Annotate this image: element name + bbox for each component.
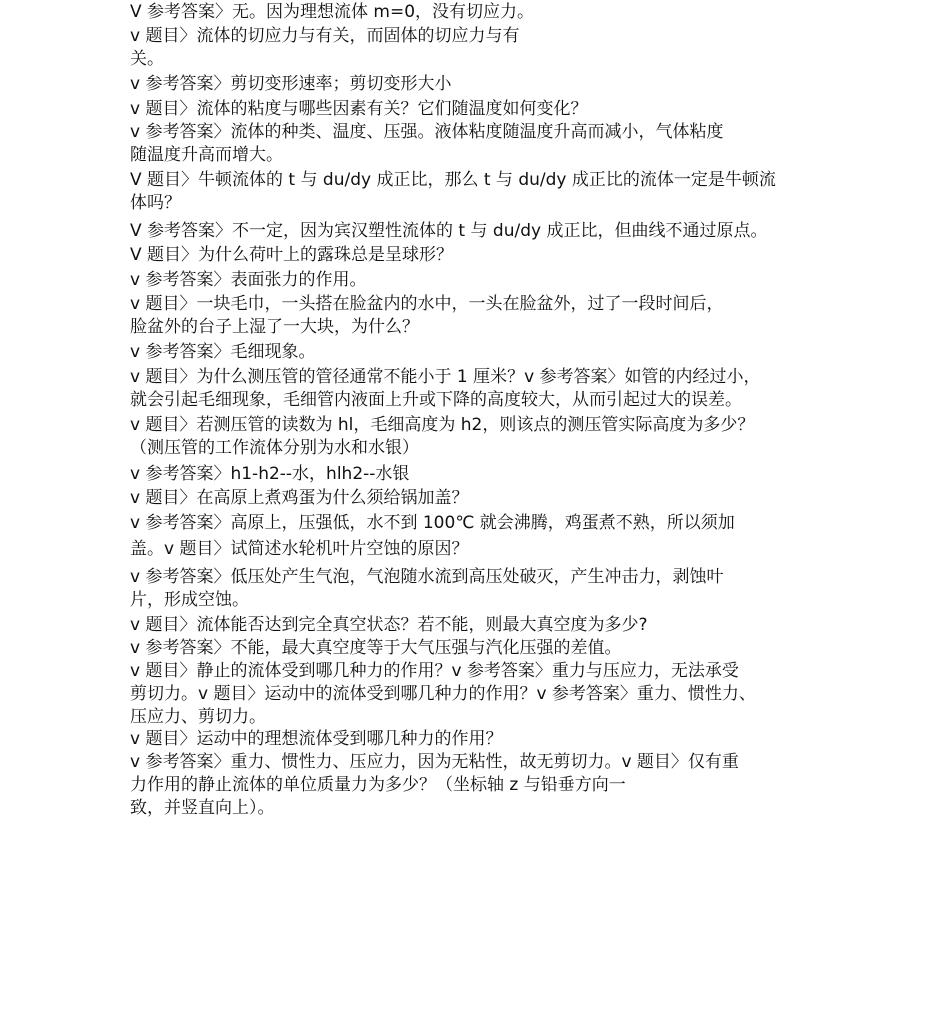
answer-line: v 参考答案〉重力、惯性力、压应力，因为无粘性，故无剪切力。v 题目〉仅有重 力作用的静止流体的单位质量力为多少？（坐标轴 z 与铅垂方向一 致，并竖直向上）。 xyxy=(130,752,739,818)
answer-line: v 参考答案〉流体的种类、温度、压强。液体粘度随温度升高而减小，气体粘度 随温度升高而增大。 xyxy=(130,122,724,165)
answer-line: v 参考答案〉不能，最大真空度等于大气压强与汽化压强的差值。 xyxy=(130,638,622,658)
question-line: v 题目〉一块毛巾，一头搭在脸盆内的水中，一头在脸盆外，过了一段时间后， 脸盆外的台子上湿了一大块，为什么？ xyxy=(130,294,724,337)
question-line: v 题目〉流体的粘度与哪些因素有关？它们随温度如何变化？ xyxy=(130,99,588,119)
answer-line: V 参考答案〉无。因为理想流体 m=0，没有切应力。 xyxy=(130,2,535,22)
answer-line: v 参考答案〉毛细现象。 xyxy=(130,342,316,362)
question-line: v 题目〉运动中的理想流体受到哪几种力的作用？ xyxy=(130,729,503,749)
answer-line: v 参考答案〉表面张力的作用。 xyxy=(130,270,367,290)
question-line: v 题目〉静止的流体受到哪几种力的作用？v 参考答案〉重力与压应力，无法承受 剪切力。v 题目〉运动中的流体受到哪几种力的作用？v 参考答案〉重力、惯性力、 压应力、剪切力。 xyxy=(130,661,756,727)
question-line: v 题目〉流体的切应力与有关，而固体的切应力与有 关。 xyxy=(130,26,520,69)
question-line: v 题目〉若测压管的读数为 hl，毛细高度为 h2，则该点的测压管实际高度为多少？ （测压管的工作流体分别为水和水银） xyxy=(130,415,755,458)
answer-line: v 参考答案〉高原上，压强低，水不到 100℃ 就会沸腾，鸡蛋煮不熟，所以须加 xyxy=(130,513,735,533)
question-line: V 题目〉为什么荷叶上的露珠总是呈球形？ xyxy=(130,245,454,265)
answer-line: V 参考答案〉不一定，因为宾汉塑性流体的 t 与 du/dy 成正比，但曲线不通过原点。 xyxy=(130,221,768,241)
question-line: v 题目〉流体能否达到完全真空状态？若不能，则最大真空度为多少? xyxy=(130,615,648,635)
question-line: 盖。v 题目〉试简述水轮机叶片空蚀的原因？ xyxy=(130,539,469,559)
answer-line: v 参考答案〉h1-h2--水，hlh2--水银 xyxy=(130,464,410,484)
answer-line: v 参考答案〉剪切变形速率；剪切变形大小 xyxy=(130,74,452,94)
question-line: v 题目〉在高原上煮鸡蛋为什么须给锅加盖？ xyxy=(130,488,469,508)
question-line: V 题目〉牛顿流体的 t 与 du/dy 成正比，那么 t 与 du/dy 成正比的流体一定是牛顿流 体吗？ xyxy=(130,170,776,213)
answer-line: v 参考答案〉低压处产生气泡，气泡随水流到高压处破灭，产生冲击力，剥蚀叶 片，形成空蚀。 xyxy=(130,567,724,610)
question-line: v 题目〉为什么测压管的管径通常不能小于 1 厘米？v 参考答案〉如管的内经过小， 就会引起毛细现象，毛细管内液面上升或下降的高度较大，从而引起过大的误差。 xyxy=(130,367,761,410)
